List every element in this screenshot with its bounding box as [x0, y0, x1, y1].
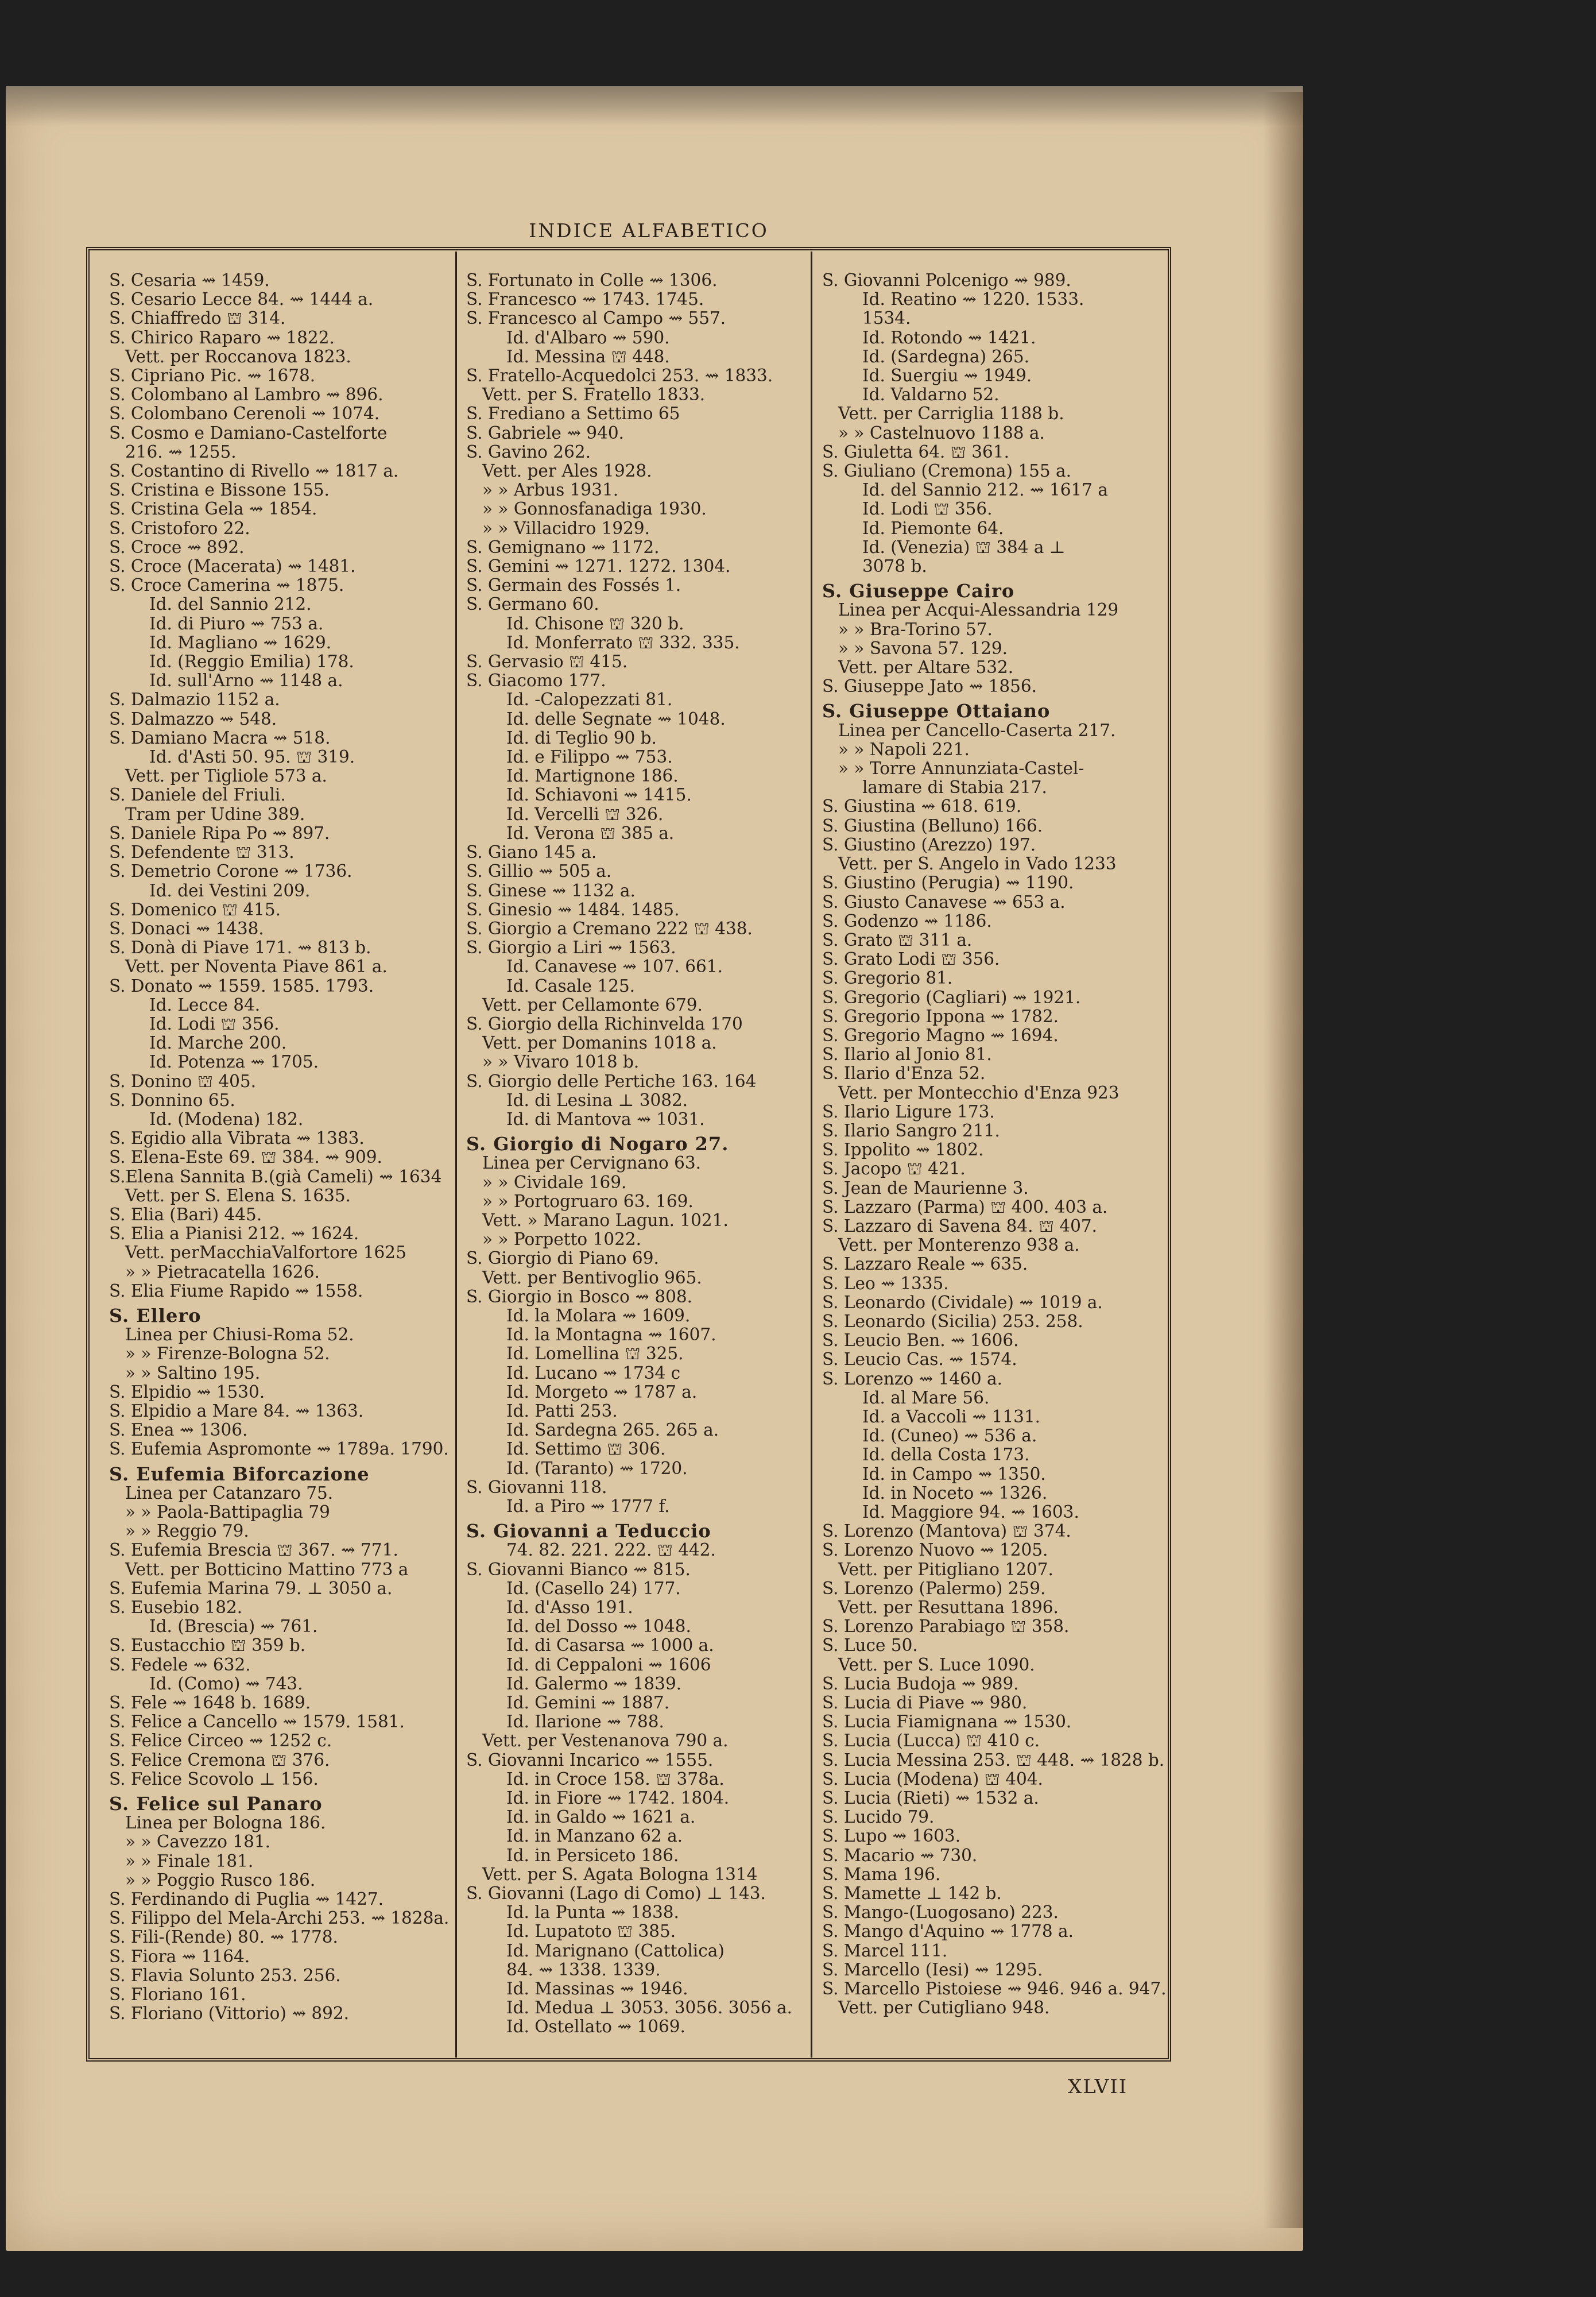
index-entry: Linea per Cervignano 63.: [482, 1153, 702, 1173]
index-entry: 1534.: [862, 308, 911, 328]
index-entry: S. Francesco al Campo ⇝ 557.: [466, 308, 726, 328]
index-entry: Linea per Catanzaro 75.: [125, 1483, 334, 1503]
index-entry: Vett. per S. Elena S. 1635.: [125, 1185, 351, 1205]
index-entry: » » Savona 57. 129.: [838, 638, 1008, 658]
index-entry: S. Gregorio Ippona ⇝ 1782.: [822, 1006, 1059, 1026]
index-entry: S. Cipriano Pic. ⇝ 1678.: [109, 366, 316, 386]
index-entry: S. Lucia (Lucca) ⛫ 410 c.: [822, 1731, 1040, 1751]
index-entry: S. Jacopo ⛫ 421.: [822, 1159, 966, 1179]
index-entry: S. Gavino 262.: [466, 442, 591, 462]
index-entry: Vett. per S. Angelo in Vado 1233: [838, 854, 1117, 874]
index-entry: Vett. per Vestenanova 790 a.: [482, 1731, 729, 1751]
index-entry: S. Flavia Solunto 253. 256.: [109, 1965, 341, 1985]
index-entry: S. Cesaria ⇝ 1459.: [109, 271, 270, 290]
index-entry: S. Ginesio ⇝ 1484. 1485.: [466, 899, 680, 919]
index-entry: S. Enea ⇝ 1306.: [109, 1420, 248, 1440]
index-entry: S. Daniele del Friuli.: [109, 785, 286, 805]
index-entry: Id. -Calopezzati 81.: [506, 690, 673, 710]
index-entry: » » Cividale 169.: [482, 1172, 627, 1192]
index-entry: Id. (Venezia) ⛫ 384 a ⊥: [862, 537, 1066, 557]
index-entry: S. Egidio alla Vibrata ⇝ 1383.: [109, 1128, 365, 1148]
index-entry: S. Godenzo ⇝ 1186.: [822, 911, 992, 931]
index-entry: Id. Reatino ⇝ 1220. 1533.: [862, 289, 1084, 310]
index-entry: S. Lazzaro di Savena 84. ⛫ 407.: [822, 1216, 1098, 1236]
index-entry: Linea per Cancello-Caserta 217.: [838, 720, 1116, 740]
index-entry: Id. di Piuro ⇝ 753 a.: [149, 613, 324, 633]
index-entry: S. Dalmazzo ⇝ 548.: [109, 709, 277, 729]
index-entry: Id. Rotondo ⇝ 1421.: [862, 327, 1036, 347]
index-entry: S. Lazzaro Reale ⇝ 635.: [822, 1254, 1028, 1274]
index-entry: S. Eusebio 182.: [109, 1598, 243, 1618]
index-entry: Id. in Manzano 62 a.: [506, 1826, 683, 1846]
index-entry: Id. Piemonte 64.: [862, 518, 1004, 538]
index-entry: Vett. per Roccanova 1823.: [125, 346, 351, 366]
index-entry: Id. Chisone ⛫ 320 b.: [506, 613, 684, 633]
index-entry: S. Colombano al Lambro ⇝ 896.: [109, 385, 383, 405]
index-entry: » » Porpetto 1022.: [482, 1229, 642, 1250]
index-entry: S. Felice Cremona ⛫ 376.: [109, 1750, 330, 1770]
index-entry: » » Paola-Battipaglia 79: [125, 1502, 330, 1522]
index-entry: S. Lucia Fiamignana ⇝ 1530.: [822, 1712, 1072, 1732]
index-entry: Vett. per S. Fratello 1833.: [482, 385, 706, 405]
index-entry: Id. Medua ⊥ 3053. 3056. 3056 a.: [506, 1998, 792, 2018]
index-entry: S. Eufemia Marina 79. ⊥ 3050 a.: [109, 1578, 393, 1598]
index-entry: S. Germano 60.: [466, 594, 599, 614]
index-entry: S. Cesario Lecce 84. ⇝ 1444 a.: [109, 289, 374, 310]
index-entry: Id. (Brescia) ⇝ 761.: [149, 1617, 318, 1637]
index-entry: S. Chiaffredo ⛫ 314.: [109, 308, 286, 328]
index-heading: S. Giuseppe Cairo: [822, 580, 1015, 602]
index-entry: Id. di Lesina ⊥ 3082.: [506, 1090, 688, 1110]
index-entry: S. Giuliano (Cremona) 155 a.: [822, 461, 1072, 481]
index-entry: S. Lorenzo ⇝ 1460 a.: [822, 1368, 1003, 1389]
index-entry: Id. Ostellato ⇝ 1069.: [506, 2017, 685, 2037]
index-entry: S. Lucia (Modena) ⛫ 404.: [822, 1769, 1043, 1789]
index-entry: S. Gillio ⇝ 505 a.: [466, 861, 612, 881]
index-entry: Vett. per Noventa Piave 861 a.: [125, 957, 388, 977]
index-entry: S. Ilario Sangro 211.: [822, 1120, 1000, 1140]
index-entry: Id. Messina ⛫ 448.: [506, 346, 670, 366]
index-entry: S. Giorgio delle Pertiche 163. 164: [466, 1071, 757, 1091]
index-entry: S. Giovanni Bianco ⇝ 815.: [466, 1559, 691, 1579]
index-entry: Vett. per Tigliole 573 a.: [125, 766, 327, 786]
index-entry: Id. Maggiore 94. ⇝ 1603.: [862, 1502, 1079, 1522]
index-entry: Vett. per Carriglia 1188 b.: [838, 404, 1064, 424]
index-entry: S. Lorenzo Parabiago ⛫ 358.: [822, 1617, 1070, 1637]
index-entry: S. Filippo del Mela-Archi 253. ⇝ 1828a.: [109, 1908, 450, 1928]
index-entry: » » Finale 181.: [125, 1851, 254, 1871]
index-entry: Id. Marignano (Cattolica): [506, 1940, 725, 1960]
index-entry: Id. la Punta ⇝ 1838.: [506, 1902, 679, 1923]
index-entry: Vett. per Botticino Mattino 773 a: [125, 1559, 409, 1579]
index-entry: Id. del Dosso ⇝ 1048.: [506, 1617, 691, 1637]
index-entry: S. Marcel 111.: [822, 1940, 948, 1960]
index-entry: Id. Lecce 84.: [149, 995, 261, 1015]
index-entry: S. Giustina ⇝ 618. 619.: [822, 796, 1022, 817]
index-entry: Id. (Taranto) ⇝ 1720.: [506, 1458, 688, 1478]
index-entry: S. Floriano (Vittorio) ⇝ 892.: [109, 2004, 349, 2024]
index-entry: S. Lucia di Piave ⇝ 980.: [822, 1693, 1028, 1713]
index-entry: Id. e Filippo ⇝ 753.: [506, 747, 673, 767]
index-entry: Id. d'Asso 191.: [506, 1598, 633, 1618]
index-entry: S. Gregorio Magno ⇝ 1694.: [822, 1025, 1059, 1045]
index-entry: S. Marcello (Iesi) ⇝ 1295.: [822, 1959, 1043, 1979]
index-column-1: [109, 271, 462, 2051]
page-top-edge: [6, 86, 1303, 126]
index-entry: Id. di Teglio 90 b.: [506, 728, 657, 748]
index-entry: Id. Suergiu ⇝ 1949.: [862, 366, 1032, 386]
index-entry: » » Reggio 79.: [125, 1521, 249, 1541]
index-heading: S. Ellero: [109, 1304, 202, 1327]
index-column-3: [822, 271, 1175, 2051]
page-header: INDICE ALFABETICO: [529, 219, 769, 242]
index-entry: Vett. per Domanins 1018 a.: [482, 1033, 717, 1053]
index-entry: Id. d'Asti 50. 95. ⛫ 319.: [149, 747, 355, 767]
index-entry: Vett. per Resuttana 1896.: [838, 1598, 1059, 1618]
index-entry: Id. (Cuneo) ⇝ 536 a.: [862, 1426, 1037, 1446]
index-entry: S. Giovanni 118.: [466, 1477, 607, 1497]
index-entry: » » Bra-Torino 57.: [838, 619, 993, 639]
index-entry: Id. (Casello 24) 177.: [506, 1578, 681, 1598]
index-entry: S. Felice Scovolo ⊥ 156.: [109, 1769, 319, 1789]
index-entry: S. Croce Camerina ⇝ 1875.: [109, 575, 344, 595]
index-entry: S. Grato ⛫ 311 a.: [822, 930, 973, 950]
index-entry: S. Mango-(Luogosano) 223.: [822, 1902, 1059, 1923]
index-entry: 84. ⇝ 1338. 1339.: [506, 1959, 661, 1979]
index-entry: S. Ferdinando di Puglia ⇝ 1427.: [109, 1889, 384, 1909]
index-entry: S. Cristina e Bissone 155.: [109, 480, 330, 500]
index-entry: Id. (Modena) 182.: [149, 1109, 304, 1129]
index-entry: S. Giustina (Belluno) 166.: [822, 815, 1043, 836]
index-entry: S. Giuletta 64. ⛫ 361.: [822, 442, 1009, 462]
index-entry: Vett. per S. Agata Bologna 1314: [482, 1864, 758, 1884]
index-entry: Id. Magliano ⇝ 1629.: [149, 632, 332, 652]
index-entry: Id. di Casarsa ⇝ 1000 a.: [506, 1635, 714, 1656]
index-entry: Id. Lucano ⇝ 1734 c: [506, 1363, 681, 1383]
index-entry: S. Costantino di Rivello ⇝ 1817 a.: [109, 461, 399, 481]
index-entry: S. Elpidio a Mare 84. ⇝ 1363.: [109, 1401, 364, 1421]
index-entry: S. Jean de Maurienne 3.: [822, 1178, 1029, 1198]
index-entry: S. Elena-Este 69. ⛫ 384. ⇝ 909.: [109, 1147, 382, 1167]
index-heading: S. Giorgio di Nogaro 27.: [466, 1133, 729, 1155]
index-entry: S. Lucia (Rieti) ⇝ 1532 a.: [822, 1788, 1039, 1808]
index-entry: S. Macario ⇝ 730.: [822, 1845, 978, 1865]
index-entry: S. Croce ⇝ 892.: [109, 537, 245, 557]
index-entry: Id. in Croce 158. ⛫ 378a.: [506, 1769, 725, 1789]
index-entry: Id. Morgeto ⇝ 1787 a.: [506, 1382, 698, 1402]
index-entry: Vett. per Cellamonte 679.: [482, 995, 703, 1015]
index-entry: Id. Potenza ⇝ 1705.: [149, 1052, 319, 1072]
index-entry: S. Daniele Ripa Po ⇝ 897.: [109, 823, 330, 843]
index-entry: Tram per Udine 389.: [125, 804, 305, 824]
index-entry: 74. 82. 221. 222. ⛫ 442.: [506, 1540, 716, 1560]
index-entry: S. Leucio Cas. ⇝ 1574.: [822, 1349, 1017, 1370]
index-entry: Id. in Galdo ⇝ 1621 a.: [506, 1807, 696, 1827]
index-entry: S. Fortunato in Colle ⇝ 1306.: [466, 271, 718, 290]
index-entry: S. Lupo ⇝ 1603.: [822, 1826, 961, 1846]
index-entry: » » Napoli 221.: [838, 739, 970, 759]
index-entry: Id. a Piro ⇝ 1777 f.: [506, 1496, 670, 1516]
index-entry: S. Eufemia Aspromonte ⇝ 1789a. 1790.: [109, 1439, 449, 1459]
index-entry: S. Leonardo (Cividale) ⇝ 1019 a.: [822, 1292, 1103, 1312]
index-entry: S. Gabriele ⇝ 940.: [466, 423, 624, 443]
index-entry: Id. Gemini ⇝ 1887.: [506, 1693, 670, 1713]
index-entry: Id. Lodi ⛫ 356.: [149, 1014, 280, 1034]
index-entry: Id. Lomellina ⛫ 325.: [506, 1344, 684, 1364]
index-entry: lamare di Stabia 217.: [862, 778, 1047, 798]
index-entry: S. Ippolito ⇝ 1802.: [822, 1140, 984, 1160]
index-entry: S. Donato ⇝ 1559. 1585. 1793.: [109, 976, 374, 996]
index-entry: S. Gregorio (Cagliari) ⇝ 1921.: [822, 987, 1081, 1007]
index-entry: S. Cristoforo 22.: [109, 518, 250, 538]
index-heading: S. Giuseppe Ottaiano: [822, 700, 1051, 722]
index-entry: S. Domenico ⛫ 415.: [109, 899, 281, 919]
index-entry: S. Donaci ⇝ 1438.: [109, 918, 264, 938]
index-entry: S. Giusto Canavese ⇝ 653 a.: [822, 892, 1066, 912]
index-entry: Id. (Reggio Emilia) 178.: [149, 652, 354, 672]
index-entry: S. Marcello Pistoiese ⇝ 946. 946 a. 947.: [822, 1979, 1167, 1999]
index-entry: S. Giustino (Perugia) ⇝ 1190.: [822, 873, 1074, 893]
index-entry: S. Ilario Ligure 173.: [822, 1101, 995, 1122]
index-entry: Linea per Bologna 186.: [125, 1813, 326, 1833]
index-entry: S. Lazzaro (Parma) ⛫ 400. 403 a.: [822, 1197, 1108, 1217]
index-entry: Id. del Sannio 212. ⇝ 1617 a: [862, 480, 1109, 500]
index-entry: S. Fele ⇝ 1648 b. 1689.: [109, 1693, 311, 1713]
index-entry: Vett. » Marano Lagun. 1021.: [482, 1210, 729, 1230]
index-entry: Id. Schiavoni ⇝ 1415.: [506, 785, 692, 805]
index-entry: Id. in Fiore ⇝ 1742. 1804.: [506, 1788, 730, 1808]
index-entry: S. Frediano a Settimo 65: [466, 404, 680, 424]
index-entry: S. Dalmazio 1152 a.: [109, 690, 280, 710]
index-entry: Vett. perMacchiaValfortore 1625: [125, 1243, 406, 1263]
page-number: XLVII: [1068, 2075, 1128, 2098]
index-entry: S. Leonardo (Sicilia) 253. 258.: [822, 1311, 1083, 1331]
index-entry: » » Arbus 1931.: [482, 480, 619, 500]
index-entry: S. Defendente ⛫ 313.: [109, 842, 295, 863]
index-entry: Id. a Vaccoli ⇝ 1131.: [862, 1406, 1041, 1426]
index-entry: » » Saltino 195.: [125, 1363, 261, 1383]
index-entry: » » Torre Annunziata-Castel-: [838, 759, 1084, 779]
index-entry: Id. (Sardegna) 265.: [862, 346, 1030, 366]
index-entry: Vett. per Ales 1928.: [482, 461, 652, 481]
index-entry: S. Fratello-Acquedolci 253. ⇝ 1833.: [466, 366, 773, 386]
index-entry: S. Fedele ⇝ 632.: [109, 1654, 251, 1675]
index-heading: S. Felice sul Panaro: [109, 1793, 323, 1815]
index-heading: S. Eufemia Biforcazione: [109, 1463, 370, 1485]
index-entry: S. Gervasio ⛫ 415.: [466, 652, 628, 672]
index-entry: S. Eufemia Brescia ⛫ 367. ⇝ 771.: [109, 1540, 398, 1560]
index-entry: S. Colombano Cerenoli ⇝ 1074.: [109, 404, 380, 424]
index-entry: S. Felice a Cancello ⇝ 1579. 1581.: [109, 1712, 405, 1732]
index-entry: Id. Galermo ⇝ 1839.: [506, 1673, 682, 1693]
index-entry: S. Leo ⇝ 1335.: [822, 1273, 949, 1293]
index-entry: S. Lorenzo (Mantova) ⛫ 374.: [822, 1521, 1071, 1541]
index-entry: S. Lorenzo (Palermo) 259.: [822, 1578, 1046, 1598]
index-entry: Id. dei Vestini 209.: [149, 880, 311, 900]
index-entry: » » Castelnuovo 1188 a.: [838, 423, 1045, 443]
index-entry: Id. al Mare 56.: [862, 1387, 990, 1407]
index-entry: S. Mamette ⊥ 142 b.: [822, 1884, 1002, 1904]
index-entry: Id. Canavese ⇝ 107. 661.: [506, 957, 723, 977]
index-entry: S. Elia Fiume Rapido ⇝ 1558.: [109, 1281, 363, 1301]
index-entry: S. Luce 50.: [822, 1635, 918, 1656]
index-entry: S. Cosmo e Damiano-Castelforte: [109, 423, 388, 443]
index-entry: Id. in Persiceto 186.: [506, 1845, 679, 1865]
index-entry: » » Firenze-Bologna 52.: [125, 1344, 330, 1364]
index-entry: S. Giuseppe Jato ⇝ 1856.: [822, 676, 1037, 697]
index-entry: Vett. per Bentivoglio 965.: [482, 1267, 702, 1287]
index-entry: S. Gregorio 81.: [822, 968, 953, 988]
index-heading: S. Giovanni a Teduccio: [466, 1520, 711, 1542]
index-entry: S. Chirico Raparo ⇝ 1822.: [109, 327, 335, 347]
index-entry: S. Donnino 65.: [109, 1090, 235, 1110]
index-entry: Id. del Sannio 212.: [149, 594, 312, 614]
page-right-edge: [1263, 92, 1303, 2228]
index-entry: Vett. per Montecchio d'Enza 923: [838, 1082, 1119, 1103]
index-entry: S. Gemignano ⇝ 1172.: [466, 537, 660, 557]
index-entry: S. Giovanni Incarico ⇝ 1555.: [466, 1750, 714, 1770]
index-entry: » » Cavezzo 181.: [125, 1832, 271, 1852]
index-entry: S. Giano 145 a.: [466, 842, 597, 863]
index-entry: S. Floriano 161.: [109, 1985, 246, 2005]
index-entry: 3078 b.: [862, 556, 927, 577]
index-entry: Id. d'Albaro ⇝ 590.: [506, 327, 670, 347]
index-entry: Id. la Molara ⇝ 1609.: [506, 1305, 691, 1325]
index-entry: » » Vivaro 1018 b.: [482, 1052, 640, 1072]
index-entry: S. Giorgio di Piano 69.: [466, 1248, 659, 1269]
index-entry: Id. della Costa 173.: [862, 1445, 1030, 1465]
index-entry: Id. Casale 125.: [506, 976, 636, 996]
index-entry: S. Donà di Piave 171. ⇝ 813 b.: [109, 938, 371, 958]
index-entry: Id. in Campo ⇝ 1350.: [862, 1464, 1046, 1484]
index-entry: S. Croce (Macerata) ⇝ 1481.: [109, 556, 356, 577]
index-entry: S. Germain des Fossés 1.: [466, 575, 681, 595]
index-entry: Id. delle Segnate ⇝ 1048.: [506, 709, 726, 729]
index-entry: Id. Ilarione ⇝ 788.: [506, 1712, 664, 1732]
index-entry: » » Pietracatella 1626.: [125, 1262, 320, 1282]
index-entry: » » Villacidro 1929.: [482, 518, 650, 538]
index-entry: » » Poggio Rusco 186.: [125, 1870, 316, 1890]
index-entry: S. Ilario d'Enza 52.: [822, 1064, 986, 1084]
index-entry: S. Donino ⛫ 405.: [109, 1071, 257, 1091]
index-entry: S. Giorgio della Richinvelda 170: [466, 1014, 743, 1034]
index-entry: S. Francesco ⇝ 1743. 1745.: [466, 289, 704, 310]
index-entry: S. Ilario al Jonio 81.: [822, 1045, 992, 1065]
index-entry: Id. Sardegna 265. 265 a.: [506, 1420, 719, 1440]
index-entry: Linea per Acqui-Alessandria 129: [838, 600, 1119, 620]
index-entry: Id. Patti 253.: [506, 1401, 618, 1421]
index-entry: S. Giovanni Polcenigo ⇝ 989.: [822, 271, 1071, 290]
index-entry: Linea per Chiusi-Roma 52.: [125, 1325, 354, 1345]
index-entry: S. Lucia Budoja ⇝ 989.: [822, 1673, 1019, 1693]
index-entry: Vett. per Cutigliano 948.: [838, 1998, 1050, 2018]
index-entry: S. Demetrio Corone ⇝ 1736.: [109, 861, 352, 881]
index-entry: S. Fili-(Rende) 80. ⇝ 1778.: [109, 1927, 338, 1947]
index-entry: Vett. per S. Luce 1090.: [838, 1654, 1035, 1675]
index-entry: S. Elia a Pianisi 212. ⇝ 1624.: [109, 1224, 359, 1244]
index-entry: S. Leucio Ben. ⇝ 1606.: [822, 1331, 1019, 1351]
index-entry: Id. Lodi ⛫ 356.: [862, 499, 993, 519]
index-entry: S. Mango d'Aquino ⇝ 1778 a.: [822, 1921, 1074, 1942]
index-entry: Id. sull'Arno ⇝ 1148 a.: [149, 671, 343, 691]
index-entry: S. Giorgio a Cremano 222 ⛫ 438.: [466, 918, 753, 938]
index-entry: S. Giustino (Arezzo) 197.: [822, 834, 1036, 854]
index-entry: S. Gemini ⇝ 1271. 1272. 1304.: [466, 556, 731, 577]
index-entry: Vett. per Altare 532.: [838, 658, 1014, 678]
index-entry: Vett. per Monterenzo 938 a.: [838, 1235, 1080, 1255]
index-entry: S. Felice Circeo ⇝ 1252 c.: [109, 1731, 332, 1751]
index-entry: Id. Marche 200.: [149, 1033, 287, 1053]
index-entry: Id. in Noceto ⇝ 1326.: [862, 1483, 1048, 1503]
index-entry: S.Elena Sannita B.(già Cameli) ⇝ 1634: [109, 1166, 442, 1186]
index-entry: Id. di Ceppaloni ⇝ 1606: [506, 1654, 711, 1675]
index-entry: S. Elia (Bari) 445.: [109, 1204, 262, 1224]
index-entry: S. Damiano Macra ⇝ 518.: [109, 728, 331, 748]
index-entry: Id. (Como) ⇝ 743.: [149, 1673, 303, 1693]
index-entry: S. Cristina Gela ⇝ 1854.: [109, 499, 317, 519]
index-entry: » » Gonnosfanadiga 1930.: [482, 499, 707, 519]
index-entry: S. Lorenzo Nuovo ⇝ 1205.: [822, 1540, 1048, 1560]
index-entry: Id. Valdarno 52.: [862, 385, 1000, 405]
index-entry: » » Portogruaro 63. 169.: [482, 1191, 694, 1211]
index-entry: S. Lucia Messina 253. ⛫ 448. ⇝ 1828 b.: [822, 1750, 1165, 1770]
index-entry: Id. Monferrato ⛫ 332. 335.: [506, 632, 740, 652]
index-entry: S. Eustacchio ⛫ 359 b.: [109, 1635, 306, 1656]
index-entry: 216. ⇝ 1255.: [125, 442, 237, 462]
index-entry: Id. la Montagna ⇝ 1607.: [506, 1325, 716, 1345]
index-entry: Id. Lupatoto ⛫ 385.: [506, 1921, 676, 1942]
index-entry: Id. Settimo ⛫ 306.: [506, 1439, 666, 1459]
index-entry: S. Giorgio in Bosco ⇝ 808.: [466, 1286, 693, 1306]
index-entry: S. Ginese ⇝ 1132 a.: [466, 880, 636, 900]
index-entry: S. Lucido 79.: [822, 1807, 935, 1827]
index-entry: Id. Verona ⛫ 385 a.: [506, 823, 675, 843]
index-entry: Id. di Mantova ⇝ 1031.: [506, 1109, 705, 1129]
index-entry: S. Giacomo 177.: [466, 671, 606, 691]
index-entry: S. Elpidio ⇝ 1530.: [109, 1382, 265, 1402]
index-entry: S. Grato Lodi ⛫ 356.: [822, 949, 1000, 969]
index-entry: S. Giovanni (Lago di Como) ⊥ 143.: [466, 1884, 766, 1904]
index-entry: S. Mama 196.: [822, 1864, 941, 1884]
index-entry: Id. Massinas ⇝ 1946.: [506, 1979, 688, 1999]
index-column-2: [466, 271, 819, 2051]
index-entry: Id. Vercelli ⛫ 326.: [506, 804, 664, 824]
index-entry: S. Fiora ⇝ 1164.: [109, 1946, 250, 1966]
index-entry: Id. Martignone 186.: [506, 766, 679, 786]
index-entry: Vett. per Pitigliano 1207.: [838, 1559, 1053, 1579]
index-entry: S. Giorgio a Liri ⇝ 1563.: [466, 938, 676, 958]
